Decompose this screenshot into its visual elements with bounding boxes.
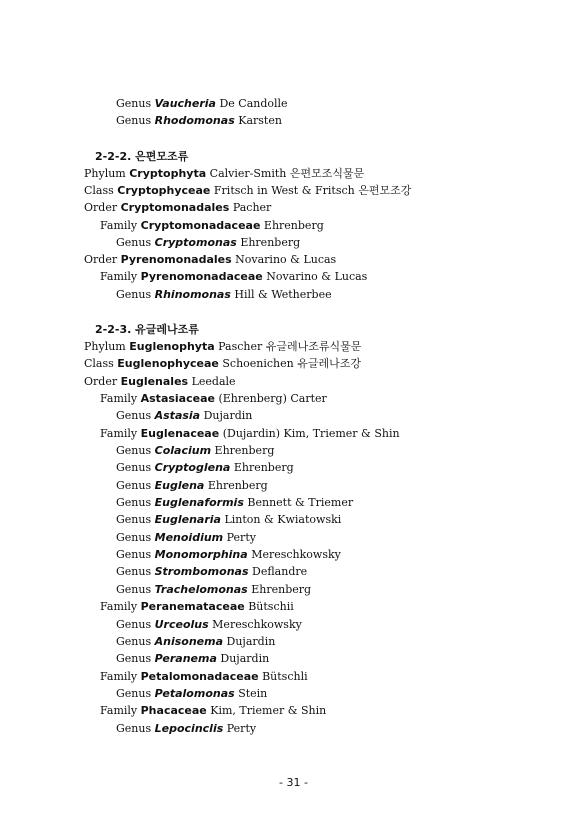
taxon-name: Vaucheria (154, 97, 216, 110)
taxon-entry (116, 687, 267, 701)
taxon-entry (116, 496, 353, 510)
page-number: - 31 - (279, 776, 308, 789)
taxon-author: Ehrenberg (263, 219, 324, 232)
taxon-author: Mereschkowsky (251, 548, 341, 561)
taxon-name: Euglenaformis (154, 496, 244, 509)
taxon-name: Colacium (154, 444, 212, 457)
taxon-author: Mereschkowsky (212, 618, 302, 631)
taxon-name: Petalomonadaceae (140, 670, 259, 683)
taxon-rank: Genus (116, 565, 152, 578)
taxon-rank: Genus (116, 409, 152, 422)
taxon-rank: Family (100, 427, 138, 440)
taxon-name: Euglenales (120, 375, 189, 388)
taxon-entry (84, 357, 361, 371)
taxon-entry (116, 513, 341, 527)
taxon-name: Cryptophyta (129, 167, 207, 180)
taxon-rank: Genus (116, 236, 152, 249)
taxon-rank: Genus (116, 652, 152, 665)
taxon-name: Cryptomonadaceae (140, 219, 261, 232)
taxon-rank: Genus (116, 496, 152, 509)
taxon-name: Euglenaria (154, 513, 221, 526)
taxon-rank: Genus (116, 479, 152, 492)
taxon-author: Ehrenberg (251, 583, 312, 596)
taxon-name: Peranemataceae (140, 600, 245, 613)
taxon-entry (116, 548, 341, 562)
taxon-name: Monomorphina (154, 548, 248, 561)
taxon-entry (100, 427, 400, 441)
taxon-entry (116, 461, 294, 475)
taxon-rank: Family (100, 600, 138, 613)
taxon-name: Cryptomonas (154, 236, 237, 249)
taxon-rank: Genus (116, 444, 152, 457)
taxon-author: Perty (226, 722, 257, 735)
taxon-entry (100, 704, 326, 718)
section-heading: 2-2-3. 유글레나조류 (95, 323, 199, 336)
taxon-author: Dujardin (203, 409, 253, 422)
taxon-rank: Family (100, 219, 138, 232)
taxon-name: Cryptophyceae (117, 184, 211, 197)
taxon-name: Euglenophyceae (117, 357, 219, 370)
taxon-rank: Genus (116, 687, 152, 700)
taxon-rank: Family (100, 392, 138, 405)
taxon-author: Kim, Triemer & Shin (210, 704, 327, 717)
taxon-entry (84, 340, 361, 354)
taxon-rank: Genus (116, 513, 152, 526)
taxon-entry (116, 114, 282, 128)
taxon-name: Menoidium (154, 531, 224, 544)
taxon-author: Bennett & Triemer (247, 496, 354, 509)
taxon-rank: Genus (116, 97, 152, 110)
taxon-entry (100, 392, 327, 406)
taxon-author: Deflandre (252, 565, 308, 578)
taxon-author: Linton & Kwiatowski (224, 513, 342, 526)
taxon-rank: Genus (116, 548, 152, 561)
taxon-author: Stein (238, 687, 268, 700)
taxon-name: Trachelomonas (154, 583, 248, 596)
taxon-name: Peranema (154, 652, 217, 665)
taxon-name: Lepocinclis (154, 722, 224, 735)
taxon-name: Euglenaceae (140, 427, 220, 440)
taxon-author: (Dujardin) Kim, Triemer & Shin (222, 427, 400, 440)
taxon-rank: Genus (116, 288, 152, 301)
taxon-name: Rhodomonas (154, 114, 235, 127)
taxon-name: Anisonema (154, 635, 224, 648)
taxon-entry (84, 375, 236, 389)
taxon-author: Dujardin (226, 635, 276, 648)
taxon-author: (Ehrenberg) Carter (218, 392, 327, 405)
taxon-name: Rhinomonas (154, 288, 231, 301)
taxon-rank: Order (84, 375, 118, 388)
taxon-entry (116, 288, 332, 302)
taxon-name: Pyrenomonadales (120, 253, 232, 266)
taxon-author: Hill & Wetherbee (234, 288, 332, 301)
taxon-entry (116, 531, 256, 545)
taxon-entry (116, 565, 307, 579)
taxon-rank: Order (84, 201, 118, 214)
taxon-name: Pyrenomonadaceae (140, 270, 263, 283)
taxon-name: Euglenophyta (129, 340, 215, 353)
taxon-entry (116, 635, 275, 649)
taxon-rank: Genus (116, 531, 152, 544)
taxon-name: Urceolus (154, 618, 209, 631)
taxon-rank: Class (84, 184, 114, 197)
taxon-author: Dujardin (220, 652, 270, 665)
taxon-entry (116, 583, 311, 597)
taxon-author: Calvier-Smith 은편모조식물문 (209, 167, 365, 180)
taxon-rank: Family (100, 270, 138, 283)
taxon-name: Astasiaceae (140, 392, 215, 405)
taxon-rank: Genus (116, 461, 152, 474)
taxon-author: Novarino & Lucas (266, 270, 368, 283)
taxon-entry (116, 97, 288, 111)
taxon-author: Karsten (238, 114, 282, 127)
taxon-entry (116, 652, 269, 666)
taxon-author: Pacher (232, 201, 272, 214)
taxon-entry (84, 253, 336, 267)
taxon-entry (116, 409, 252, 423)
taxon-rank: Family (100, 670, 138, 683)
taxon-author: Novarino & Lucas (235, 253, 337, 266)
taxon-entry (116, 444, 274, 458)
taxon-author: Perty (226, 531, 256, 544)
taxon-author: Ehrenberg (233, 461, 294, 474)
taxon-author: Ehrenberg (240, 236, 301, 249)
taxon-name: Euglena (154, 479, 205, 492)
taxon-entry (100, 600, 294, 614)
taxon-author: De Candolle (219, 97, 288, 110)
taxon-name: Cryptomonadales (120, 201, 230, 214)
taxon-author: Ehrenberg (214, 444, 275, 457)
taxon-rank: Class (84, 357, 114, 370)
taxon-entry (84, 184, 411, 198)
taxon-rank: Genus (116, 722, 152, 735)
taxon-entry (116, 479, 268, 493)
taxon-rank: Phylum (84, 340, 126, 353)
taxon-name: Petalomonas (154, 687, 235, 700)
taxon-rank: Genus (116, 635, 152, 648)
taxon-rank: Phylum (84, 167, 126, 180)
taxon-author: Pascher 유글레나조류식물문 (218, 340, 362, 353)
taxon-rank: Order (84, 253, 118, 266)
taxon-author: Fritsch in West & Fritsch 은편모조강 (213, 184, 412, 197)
taxon-author: Leedale (191, 375, 236, 388)
taxon-rank: Genus (116, 114, 152, 127)
taxon-entry (116, 618, 302, 632)
taxon-entry (84, 201, 271, 215)
taxon-name: Cryptoglena (154, 461, 231, 474)
taxon-name: Astasia (154, 409, 201, 422)
taxon-author: Ehrenberg (207, 479, 268, 492)
taxon-rank: Family (100, 704, 138, 717)
taxon-author: Bütschii (248, 600, 294, 613)
taxon-entry (100, 270, 367, 284)
taxon-entry (116, 236, 300, 250)
taxon-entry (84, 167, 364, 181)
taxon-name: Phacaceae (140, 704, 207, 717)
taxon-entry (116, 722, 256, 736)
taxon-entry (100, 670, 308, 684)
taxon-author: Schoenichen 유글레나조강 (222, 357, 361, 370)
taxon-rank: Genus (116, 618, 152, 631)
taxon-entry (100, 219, 324, 233)
taxon-rank: Genus (116, 583, 152, 596)
taxon-name: Strombomonas (154, 565, 249, 578)
section-heading: 2-2-2. 은편모조류 (95, 150, 189, 163)
taxon-author: Bütschli (262, 670, 308, 683)
